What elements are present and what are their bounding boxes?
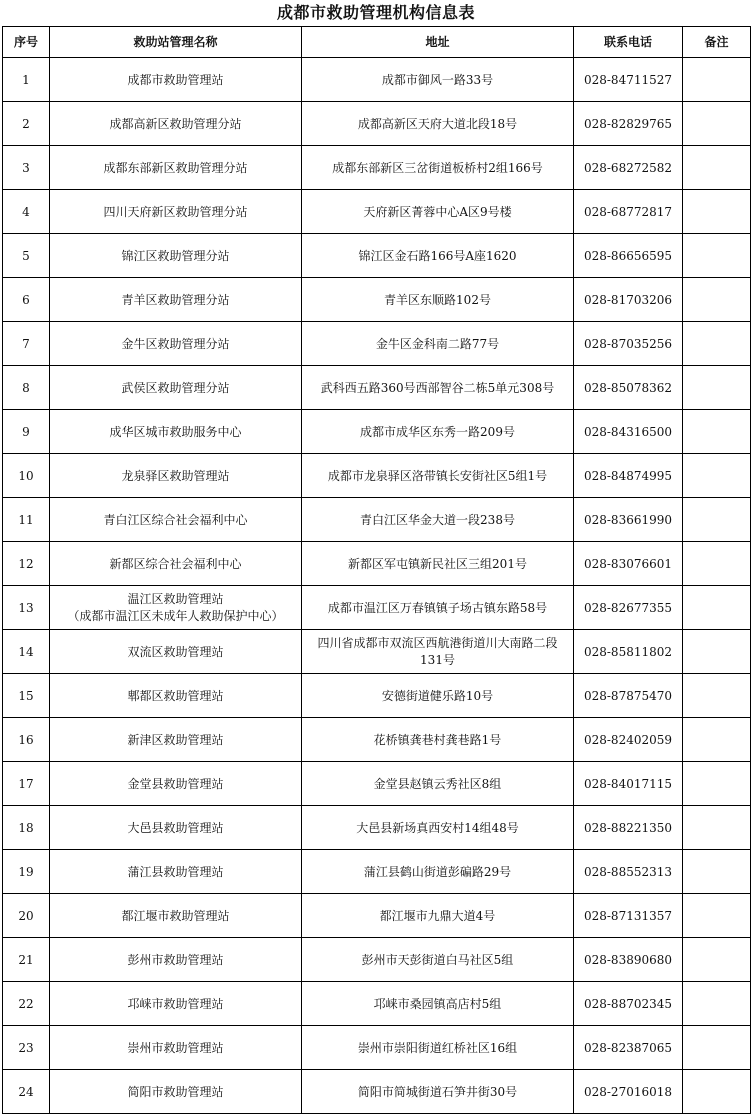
cell-note: [683, 146, 751, 190]
header-row: [3, 27, 751, 58]
cell-phone: 028-86656595: [574, 234, 683, 278]
table-title: 成都市救助管理机构信息表: [276, 3, 475, 22]
cell-name: 龙泉驿区救助管理站: [50, 454, 302, 498]
cell-name: 武侯区救助管理分站: [50, 366, 302, 410]
cell-note: [683, 278, 751, 322]
cell-name: 彭州市救助管理站: [50, 938, 302, 982]
cell-note: [683, 1026, 751, 1070]
cell-phone: 028-84711527: [574, 58, 683, 102]
cell-index: 8: [3, 366, 50, 410]
cell-note: [683, 1070, 751, 1114]
cell-index: 1: [3, 58, 50, 102]
table-row: [3, 322, 751, 366]
table-row: [3, 938, 751, 982]
cell-phone: 028-84316500: [574, 410, 683, 454]
header-index: 序号: [3, 27, 50, 58]
table-row: [3, 58, 751, 102]
cell-index: 23: [3, 1026, 50, 1070]
cell-name-line-2: （成都市温江区未成年人救助保护中心）: [67, 608, 284, 623]
header-phone: 联系电话: [574, 27, 683, 58]
cell-index: 17: [3, 762, 50, 806]
table-row: [3, 762, 751, 806]
table-row: [3, 410, 751, 454]
cell-note: [683, 850, 751, 894]
cell-address: 金堂县赵镇云秀社区8组: [302, 762, 574, 806]
cell-address: 崇州市崇阳街道红桥社区16组: [302, 1026, 574, 1070]
cell-note: [683, 982, 751, 1026]
cell-note: [683, 938, 751, 982]
table-row: [3, 542, 751, 586]
cell-address: 邛崃市桑园镇高店村5组: [302, 982, 574, 1026]
cell-note: [683, 366, 751, 410]
cell-note: [683, 454, 751, 498]
cell-index: 16: [3, 718, 50, 762]
cell-index: 2: [3, 102, 50, 146]
cell-note: [683, 234, 751, 278]
cell-address: 蒲江县鹤山街道彭碥路29号: [302, 850, 574, 894]
cell-name: 简阳市救助管理站: [50, 1070, 302, 1114]
cell-index: 19: [3, 850, 50, 894]
cell-phone: 028-68772817: [574, 190, 683, 234]
cell-note: [683, 586, 751, 630]
cell-index: 4: [3, 190, 50, 234]
cell-address: [302, 630, 574, 674]
cell-index: 12: [3, 542, 50, 586]
header-name: 救助站管理名称: [50, 27, 302, 58]
cell-name: 成都市救助管理站: [50, 58, 302, 102]
table-row: [3, 630, 751, 674]
cell-name: 四川天府新区救助管理分站: [50, 190, 302, 234]
table-row: [3, 1070, 751, 1114]
cell-name: 金牛区救助管理分站: [50, 322, 302, 366]
cell-name: 蒲江县救助管理站: [50, 850, 302, 894]
cell-note: [683, 630, 751, 674]
cell-index: 20: [3, 894, 50, 938]
cell-index: 15: [3, 674, 50, 718]
cell-address: 大邑县新场真西安村14组48号: [302, 806, 574, 850]
cell-name: 新都区综合社会福利中心: [50, 542, 302, 586]
cell-address: 青羊区东顺路102号: [302, 278, 574, 322]
table-row: [3, 234, 751, 278]
cell-name: 郫都区救助管理站: [50, 674, 302, 718]
table-row: [3, 806, 751, 850]
table-row: [3, 454, 751, 498]
cell-phone: 028-83661990: [574, 498, 683, 542]
cell-index: 7: [3, 322, 50, 366]
cell-address: 成都市龙泉驿区洛带镇长安街社区5组1号: [302, 454, 574, 498]
cell-address: 彭州市天彭街道白马社区5组: [302, 938, 574, 982]
cell-name: [50, 586, 302, 630]
cell-name-line-1: 温江区救助管理站: [127, 591, 224, 606]
cell-address: 成都市成华区东秀一路209号: [302, 410, 574, 454]
cell-address: 花桥镇龚巷村龚巷路1号: [302, 718, 574, 762]
cell-name: 成都东部新区救助管理分站: [50, 146, 302, 190]
cell-phone: 028-85811802: [574, 630, 683, 674]
cell-phone: 028-88221350: [574, 806, 683, 850]
table-row: [3, 190, 751, 234]
cell-name: 青白江区综合社会福利中心: [50, 498, 302, 542]
table-row: [3, 102, 751, 146]
cell-name: 双流区救助管理站: [50, 630, 302, 674]
cell-note: [683, 102, 751, 146]
cell-phone: 028-87875470: [574, 674, 683, 718]
cell-phone: 028-84874995: [574, 454, 683, 498]
cell-name: 邛崃市救助管理站: [50, 982, 302, 1026]
table-row: [3, 674, 751, 718]
cell-note: [683, 542, 751, 586]
cell-address: 青白江区华金大道一段238号: [302, 498, 574, 542]
cell-note: [683, 718, 751, 762]
cell-name: 成都高新区救助管理分站: [50, 102, 302, 146]
cell-note: [683, 894, 751, 938]
cell-name: 锦江区救助管理分站: [50, 234, 302, 278]
table-row: [3, 982, 751, 1026]
cell-note: [683, 498, 751, 542]
cell-address: 成都东部新区三岔街道板桥村2组166号: [302, 146, 574, 190]
cell-phone: 028-83076601: [574, 542, 683, 586]
cell-index: 11: [3, 498, 50, 542]
table-row: [3, 850, 751, 894]
cell-phone: 028-88702345: [574, 982, 683, 1026]
cell-note: [683, 762, 751, 806]
cell-address: 天府新区菁蓉中心A区9号楼: [302, 190, 574, 234]
table-row: [3, 278, 751, 322]
cell-index: 10: [3, 454, 50, 498]
cell-index: 13: [3, 586, 50, 630]
cell-address: 锦江区金石路166号A座1620: [302, 234, 574, 278]
table-row: [3, 894, 751, 938]
cell-phone: 028-27016018: [574, 1070, 683, 1114]
cell-note: [683, 190, 751, 234]
cell-address: 金牛区金科南二路77号: [302, 322, 574, 366]
cell-address-line-2: 131号: [420, 652, 455, 667]
table-row: [3, 146, 751, 190]
rescue-station-table: [2, 26, 751, 1114]
table-row: [3, 498, 751, 542]
cell-index: 14: [3, 630, 50, 674]
cell-address: 成都市御风一路33号: [302, 58, 574, 102]
table-row: [3, 718, 751, 762]
cell-address: 武科西五路360号西部智谷二栋5单元308号: [302, 366, 574, 410]
table-row: [3, 366, 751, 410]
cell-phone: 028-85078362: [574, 366, 683, 410]
cell-index: 18: [3, 806, 50, 850]
cell-phone: 028-82677355: [574, 586, 683, 630]
cell-address: 简阳市简城街道石笋井街30号: [302, 1070, 574, 1114]
cell-name: 大邑县救助管理站: [50, 806, 302, 850]
cell-address: 安德街道健乐路10号: [302, 674, 574, 718]
cell-phone: 028-82829765: [574, 102, 683, 146]
cell-address-line-1: 四川省成都市双流区西航港街道川大南路二段: [317, 635, 558, 650]
cell-phone: 028-87035256: [574, 322, 683, 366]
table-body: [3, 58, 751, 1114]
cell-phone: 028-87131357: [574, 894, 683, 938]
cell-note: [683, 58, 751, 102]
cell-phone: 028-88552313: [574, 850, 683, 894]
table-row: [3, 1026, 751, 1070]
cell-note: [683, 410, 751, 454]
cell-phone: 028-84017115: [574, 762, 683, 806]
cell-phone: 028-82387065: [574, 1026, 683, 1070]
cell-note: [683, 674, 751, 718]
cell-name: 崇州市救助管理站: [50, 1026, 302, 1070]
cell-phone: 028-82402059: [574, 718, 683, 762]
cell-note: [683, 806, 751, 850]
cell-phone: 028-83890680: [574, 938, 683, 982]
cell-index: 6: [3, 278, 50, 322]
cell-name: 金堂县救助管理站: [50, 762, 302, 806]
cell-name: 青羊区救助管理分站: [50, 278, 302, 322]
cell-index: 9: [3, 410, 50, 454]
header-address: 地址: [302, 27, 574, 58]
cell-name: 成华区城市救助服务中心: [50, 410, 302, 454]
cell-phone: 028-68272582: [574, 146, 683, 190]
cell-address: 都江堰市九鼎大道4号: [302, 894, 574, 938]
cell-name: 新津区救助管理站: [50, 718, 302, 762]
cell-index: 21: [3, 938, 50, 982]
cell-index: 5: [3, 234, 50, 278]
header-note: 备注: [683, 27, 751, 58]
cell-address: 成都高新区天府大道北段18号: [302, 102, 574, 146]
cell-index: 22: [3, 982, 50, 1026]
cell-index: 24: [3, 1070, 50, 1114]
table-row: [3, 586, 751, 630]
cell-address: 新都区军屯镇新民社区三组201号: [302, 542, 574, 586]
cell-name: 都江堰市救助管理站: [50, 894, 302, 938]
cell-address: 成都市温江区万春镇镇子场古镇东路58号: [302, 586, 574, 630]
cell-index: 3: [3, 146, 50, 190]
cell-note: [683, 322, 751, 366]
cell-phone: 028-81703206: [574, 278, 683, 322]
